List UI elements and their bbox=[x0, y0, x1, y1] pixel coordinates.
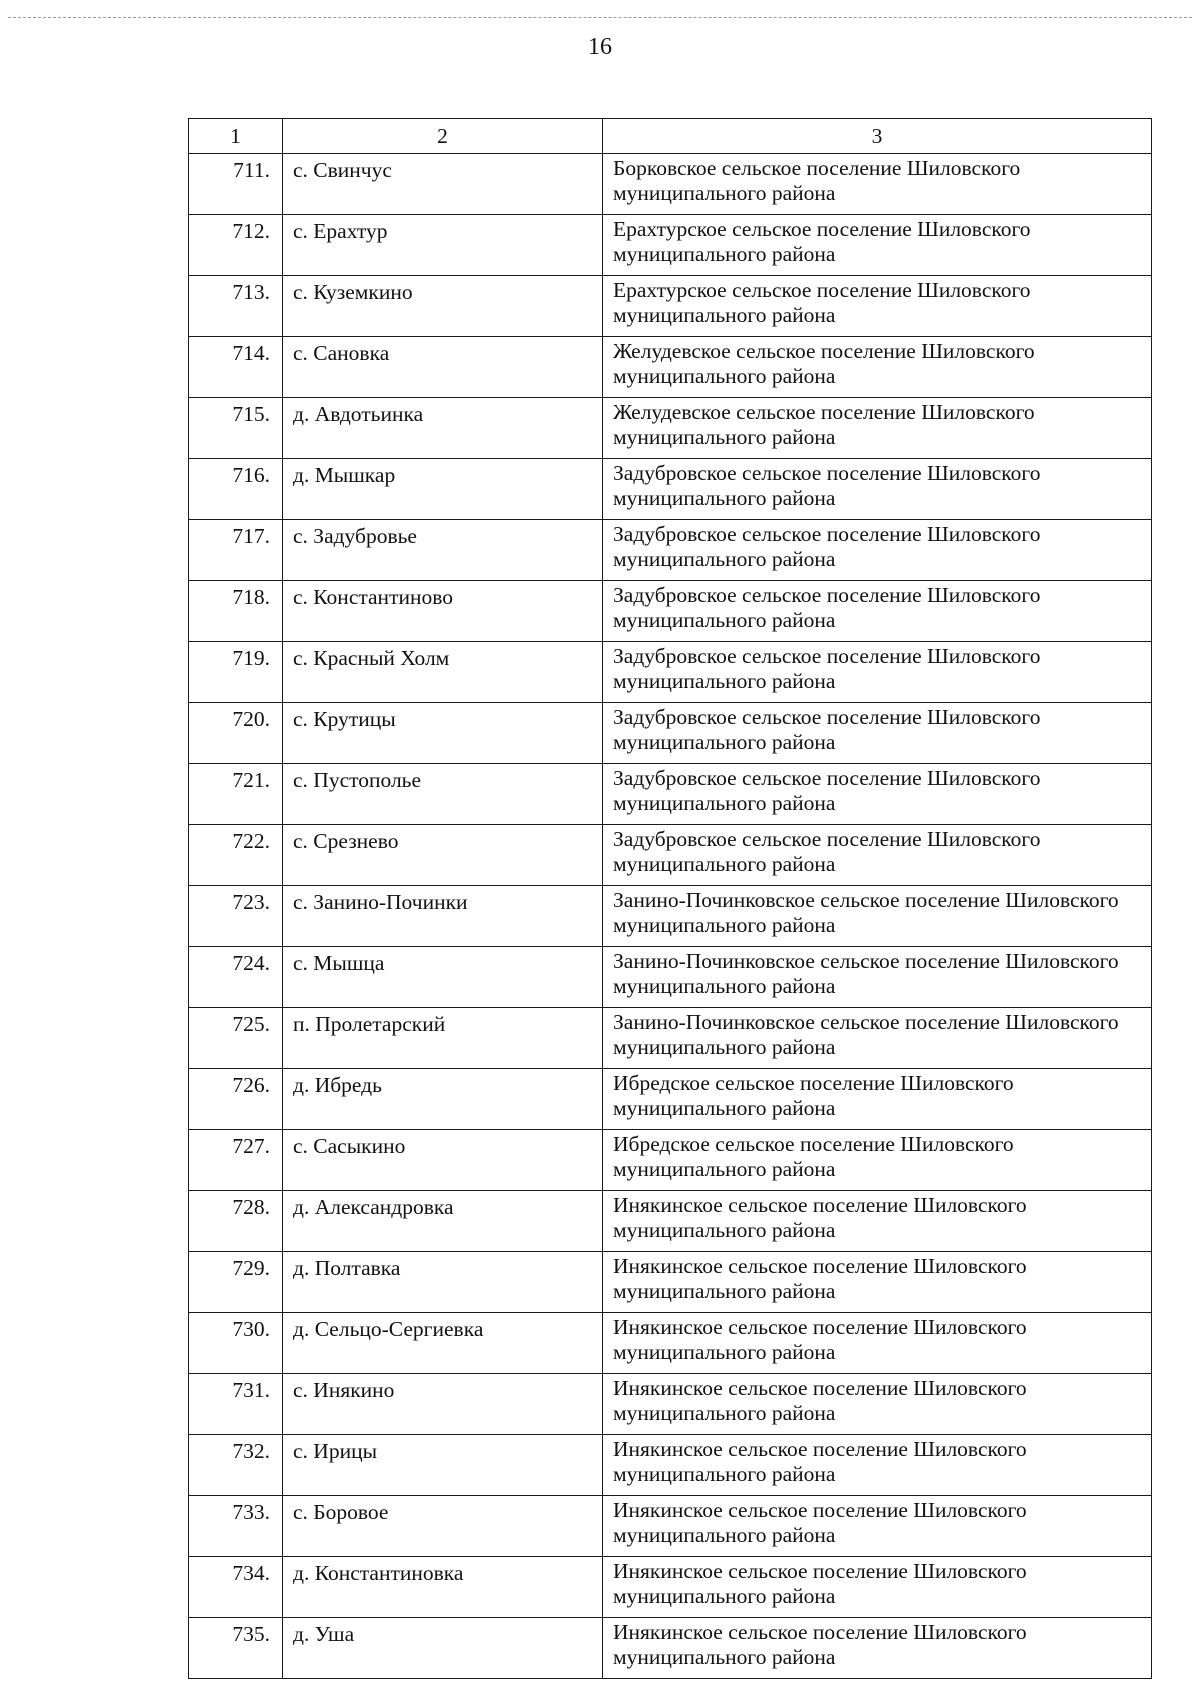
table-row bbox=[189, 1130, 1152, 1191]
table-row bbox=[189, 1374, 1152, 1435]
settlement-name-cell: с. Боровое bbox=[283, 1496, 603, 1557]
municipality-cell: Задубровское сельское поселение Шиловского муниципального района bbox=[603, 703, 1152, 764]
municipality-cell: Инякинское сельское поселение Шиловского муниципального района bbox=[603, 1191, 1152, 1252]
settlement-name-cell: с. Инякино bbox=[283, 1374, 603, 1435]
municipality-cell: Задубровское сельское поселение Шиловского муниципального района bbox=[603, 642, 1152, 703]
settlement-name-cell: с. Сасыкино bbox=[283, 1130, 603, 1191]
row-number-cell: 728. bbox=[189, 1191, 283, 1252]
table-row bbox=[189, 642, 1152, 703]
settlement-name-cell: п. Пролетарский bbox=[283, 1008, 603, 1069]
table-row bbox=[189, 276, 1152, 337]
settlement-name-cell: с. Задубровье bbox=[283, 520, 603, 581]
row-number-cell: 729. bbox=[189, 1252, 283, 1313]
row-number-cell: 712. bbox=[189, 215, 283, 276]
row-number-cell: 725. bbox=[189, 1008, 283, 1069]
settlement-name-cell: д. Авдотьинка bbox=[283, 398, 603, 459]
row-number-cell: 715. bbox=[189, 398, 283, 459]
row-number-cell: 735. bbox=[189, 1618, 283, 1679]
settlement-name-cell: д. Уша bbox=[283, 1618, 603, 1679]
settlement-name-cell: с. Красный Холм bbox=[283, 642, 603, 703]
table-row bbox=[189, 581, 1152, 642]
table-body bbox=[189, 154, 1152, 1679]
table-row bbox=[189, 398, 1152, 459]
settlement-name-cell: с. Пустополье bbox=[283, 764, 603, 825]
table-row bbox=[189, 215, 1152, 276]
municipality-cell: Задубровское сельское поселение Шиловского муниципального района bbox=[603, 520, 1152, 581]
table-row bbox=[189, 1191, 1152, 1252]
municipality-cell: Борковское сельское поселение Шиловского муниципального района bbox=[603, 154, 1152, 215]
settlement-name-cell: с. Свинчус bbox=[283, 154, 603, 215]
settlement-name-cell: с. Крутицы bbox=[283, 703, 603, 764]
page-number: 16 bbox=[588, 34, 612, 60]
municipality-cell: Занино-Починковское сельское поселение Шиловского муниципального района bbox=[603, 886, 1152, 947]
row-number-cell: 733. bbox=[189, 1496, 283, 1557]
settlement-name-cell: с. Куземкино bbox=[283, 276, 603, 337]
row-number-cell: 720. bbox=[189, 703, 283, 764]
table-row bbox=[189, 154, 1152, 215]
municipality-cell: Инякинское сельское поселение Шиловского муниципального района bbox=[603, 1374, 1152, 1435]
row-number-cell: 721. bbox=[189, 764, 283, 825]
settlement-name-cell: с. Ерахтур bbox=[283, 215, 603, 276]
column-header-1: 1 bbox=[189, 119, 283, 154]
table-row bbox=[189, 947, 1152, 1008]
settlement-name-cell: с. Константиново bbox=[283, 581, 603, 642]
settlement-name-cell: с. Срезнево bbox=[283, 825, 603, 886]
municipality-cell: Ибредское сельское поселение Шиловского муниципального района bbox=[603, 1069, 1152, 1130]
table-row bbox=[189, 1618, 1152, 1679]
row-number-cell: 717. bbox=[189, 520, 283, 581]
settlement-name-cell: д. Мышкар bbox=[283, 459, 603, 520]
municipality-cell: Задубровское сельское поселение Шиловского муниципального района bbox=[603, 581, 1152, 642]
municipality-cell: Занино-Починковское сельское поселение Шиловского муниципального района bbox=[603, 947, 1152, 1008]
settlement-name-cell: с. Мышца bbox=[283, 947, 603, 1008]
settlement-name-cell: д. Ибредь bbox=[283, 1069, 603, 1130]
settlement-name-cell: с. Сановка bbox=[283, 337, 603, 398]
row-number-cell: 726. bbox=[189, 1069, 283, 1130]
table-row bbox=[189, 1008, 1152, 1069]
row-number-cell: 734. bbox=[189, 1557, 283, 1618]
table-header-row bbox=[189, 119, 1152, 154]
scan-edge-line bbox=[8, 17, 1192, 18]
table-row bbox=[189, 1252, 1152, 1313]
row-number-cell: 727. bbox=[189, 1130, 283, 1191]
row-number-cell: 723. bbox=[189, 886, 283, 947]
municipality-cell: Желудевское сельское поселение Шиловского муниципального района bbox=[603, 398, 1152, 459]
table-row bbox=[189, 886, 1152, 947]
table-row bbox=[189, 825, 1152, 886]
municipality-cell: Инякинское сельское поселение Шиловского муниципального района bbox=[603, 1435, 1152, 1496]
settlements-table bbox=[188, 118, 1152, 1679]
row-number-cell: 711. bbox=[189, 154, 283, 215]
settlement-name-cell: с. Ирицы bbox=[283, 1435, 603, 1496]
column-header-2: 2 bbox=[283, 119, 603, 154]
municipality-cell: Инякинское сельское поселение Шиловского муниципального района bbox=[603, 1557, 1152, 1618]
table-row bbox=[189, 1435, 1152, 1496]
municipality-cell: Инякинское сельское поселение Шиловского муниципального района bbox=[603, 1618, 1152, 1679]
table-row bbox=[189, 337, 1152, 398]
table-row bbox=[189, 1069, 1152, 1130]
row-number-cell: 724. bbox=[189, 947, 283, 1008]
settlement-name-cell: д. Полтавка bbox=[283, 1252, 603, 1313]
row-number-cell: 718. bbox=[189, 581, 283, 642]
municipality-cell: Ерахтурское сельское поселение Шиловского муниципального района bbox=[603, 276, 1152, 337]
table-row bbox=[189, 1557, 1152, 1618]
table-row bbox=[189, 520, 1152, 581]
municipality-cell: Задубровское сельское поселение Шиловского муниципального района bbox=[603, 764, 1152, 825]
row-number-cell: 714. bbox=[189, 337, 283, 398]
row-number-cell: 730. bbox=[189, 1313, 283, 1374]
settlement-name-cell: д. Сельцо-Сергиевка bbox=[283, 1313, 603, 1374]
table-row bbox=[189, 1496, 1152, 1557]
table-row bbox=[189, 459, 1152, 520]
table-row bbox=[189, 703, 1152, 764]
municipality-cell: Инякинское сельское поселение Шиловского муниципального района bbox=[603, 1496, 1152, 1557]
row-number-cell: 722. bbox=[189, 825, 283, 886]
municipality-cell: Инякинское сельское поселение Шиловского муниципального района bbox=[603, 1252, 1152, 1313]
municipality-cell: Инякинское сельское поселение Шиловского муниципального района bbox=[603, 1313, 1152, 1374]
municipality-cell: Ибредское сельское поселение Шиловского муниципального района bbox=[603, 1130, 1152, 1191]
municipality-cell: Занино-Починковское сельское поселение Шиловского муниципального района bbox=[603, 1008, 1152, 1069]
municipality-cell: Задубровское сельское поселение Шиловского муниципального района bbox=[603, 825, 1152, 886]
municipality-cell: Желудевское сельское поселение Шиловского муниципального района bbox=[603, 337, 1152, 398]
municipality-cell: Задубровское сельское поселение Шиловского муниципального района bbox=[603, 459, 1152, 520]
table-row bbox=[189, 1313, 1152, 1374]
settlement-name-cell: д. Константиновка bbox=[283, 1557, 603, 1618]
municipality-cell: Ерахтурское сельское поселение Шиловского муниципального района bbox=[603, 215, 1152, 276]
table-row bbox=[189, 764, 1152, 825]
row-number-cell: 716. bbox=[189, 459, 283, 520]
row-number-cell: 732. bbox=[189, 1435, 283, 1496]
settlement-name-cell: д. Александровка bbox=[283, 1191, 603, 1252]
settlement-name-cell: с. Занино-Починки bbox=[283, 886, 603, 947]
column-header-3: 3 bbox=[603, 119, 1152, 154]
row-number-cell: 713. bbox=[189, 276, 283, 337]
row-number-cell: 731. bbox=[189, 1374, 283, 1435]
row-number-cell: 719. bbox=[189, 642, 283, 703]
